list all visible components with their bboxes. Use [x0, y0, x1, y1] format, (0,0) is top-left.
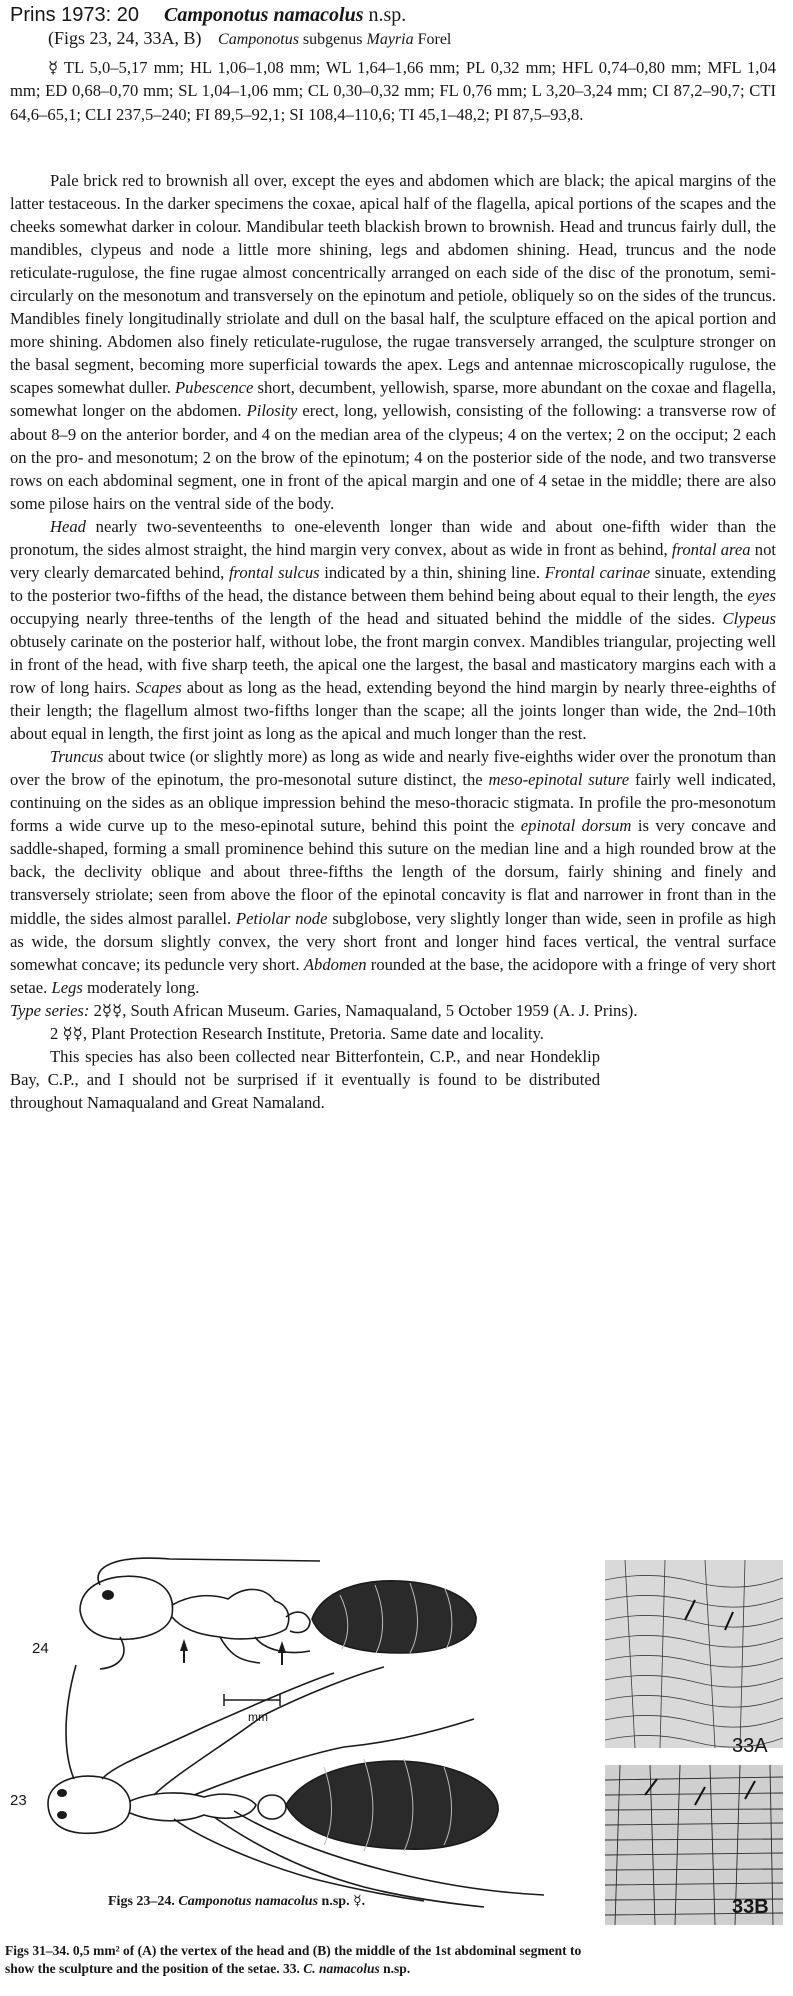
figure-33b-label: 33B — [732, 1896, 769, 1918]
figure-33a-label: 33A — [732, 1735, 768, 1757]
figure-23-label: 23 — [10, 1792, 27, 1809]
reference-citation: Prins 1973: 20 — [10, 4, 139, 26]
description-body — [10, 169, 776, 1114]
type-series-second: 2 ☿☿, Plant Protection Research Institute, Pretoria. Same date and locality. — [50, 1023, 544, 1043]
measurements-paragraph: ☿ TL 5,0–5,17 mm; HL 1,06–1,08 mm; WL 1,64–1,66 mm; PL 0,32 mm; HFL 0,74–0,80 mm; MFL 1,04 mm; ED 0,68–0,70 mm; SL 1,04–1,06 mm; CL 0,30–0,32 mm; FL 0,76 mm; L 3,20–3,24 mm; CI 87,2–90,7; CTI 64,6–65,1; CLI 237,5–240; FI 89,5–92,1; SI 108,4–110,6; TI 45,1–48,2; PI 87,5–93,8. — [10, 58, 776, 124]
head-paragraph: Head nearly two-seventeenths to one-eleventh longer than wide and about one-fifth wider than the pronotum, the sides almost straight, the hind margin very convex, about as wide in front as behind, frontal area not very clearly demarcated behind, frontal sulcus indicated by a thin, shining line. Frontal carinae sinuate, extending to the posterior two-fifths of the head, the distance between them behind being about equal to their length, the eyes occupying nearly three-tenths of the length of the head and situated behind the middle of the sides. Clypeus obtusely carinate on the posterior half, without lobe, the front margin convex. Mandibles triangular, projecting well in front of the head, with five sharp teeth, the apical one the largest, the basal and masticatory margins each with a row of long hairs. Scapes about as long as the head, extending beyond the hind margin by nearly three-eighths of their length; the flagellum almost two-fifths longer than the scape; all the joints longer than wide, the 2nd–10th about equal in length, the first joint as long as the apical and much longer than the rest. — [10, 516, 777, 744]
figure-23-ant-dorsal — [4, 1655, 584, 1915]
type-series-paragraph: Type series: 2☿☿, South African Museum. Garies, Namaqualand, 5 October 1959 (A. J. Prins). — [10, 1000, 638, 1020]
distribution-paragraph: This species has also been collected near Bitterfontein, C.P., and near Hondeklip Bay, C.P., and I should not be surprised if it eventually is found to be distributed throughout Namaqualand and Great Namaland. — [10, 1046, 600, 1112]
scale-unit-label: mm — [248, 1710, 268, 1724]
figure-33a-sculpture-panel — [605, 1560, 783, 1748]
subgenus-author: Forel — [417, 31, 452, 48]
subgenus-line — [218, 31, 451, 48]
figure-reference-line — [48, 28, 451, 49]
species-header — [10, 4, 406, 27]
caption-figs-31-34: Figs 31–34. 0,5 mm² of (A) the vertex of the head and (B) the middle of the 1st abdominal segment to show the sculpture and the position of the setae. 33. C. namacolus n.sp. — [5, 1943, 582, 1976]
colour-sculpture-paragraph: Pale brick red to brownish all over, except the eyes and abdomen which are black; the apical margins of the latter testaceous. In the darker specimens the coxae, apical half of the flagella, apical portions of the scapes and the cheeks somewhat darker in colour. Mandibular teeth blackish brown to brownish. Head and truncus fairly dull, the mandibles, clypeus and node a little more shining, legs and abdomen shining. Head, truncus and the node reticulate-rugulose, the fine rugae almost concentrically arranged on each side of the disc of the pronotum, semi-circularly on the mesonotum and transversely on the epinotum and petiole, obliquely so on the sides of the truncus. Mandibles finely longitudinally striolate and dull on the basal half, the sculpture effaced on the apical portion and more shining. Abdomen also finely reticulate-rugulose, the rugae transversely arranged, the sculpture stronger on the basal segment, becoming more superficial towards the apex. Legs and antennae microscopically rugulose, the scapes somewhat duller. Pubescence short, decumbent, yellowish, sparse, more abundant on the coxae and flagella, somewhat longer on the abdomen. Pilosity erect, long, yellowish, consisting of the following: a transverse row of about 8–9 on the anterior border, and 4 on the median area of the clypeus; 4 on the vertex; 2 on the occiput; 2 each on the pro- and mesonotum; 2 on the brow of the epinotum; 4 on the posterior side of the node, and two transverse rows on each abdominal segment, one in front of the apical margin and one of 4 setae in the middle; there are also some pilose hairs on the ventral side of the body. — [10, 171, 777, 513]
species-name: Camponotus namacolus — [163, 4, 364, 26]
subgenus-word: subgenus — [302, 31, 363, 48]
figure-references: (Figs 23, 24, 33A, B) — [48, 28, 202, 48]
figure-24-label: 24 — [32, 1640, 49, 1657]
subgenus-genus: Camponotus — [218, 31, 299, 48]
caption-figs-23-24: Figs 23–24. Camponotus namacolus n.sp. ☿. — [108, 1894, 366, 1909]
subgenus-name: Mayria — [366, 31, 414, 48]
truncus-paragraph: Truncus about twice (or slightly more) as long as wide and nearly five-eighths wider over the pronotum than over the brow of the epinotum, the pro-mesonotal suture distinct, the meso-epinotal suture fairly well indicated, continuing on the sides as an oblique impression behind the meso-thoracic stigmata. In profile the pro-mesonotum forms a wide curve up to the meso-epinotal suture, behind this point the epinotal dorsum is very concave and saddle-shaped, forming a small prominence behind this suture on the median line and a high rounded brow at the back, the declivity oblique and about three-fifths the length of the dorsum, fairly shining and finely and transversely striolate; seen from above the floor of the epinotal concavity is flat and narrower in front than in the middle, the sides almost parallel. Petiolar node subglobose, very slightly longer than wide, seen in profile as high as wide, the dorsum slightly convex, the very short front and longer hind faces vertical, the ventral surface somewhat concave; its peduncle very short. Abdomen rounded at the base, the acidopore with a fringe of very short setae. Legs moderately long. — [10, 747, 777, 997]
species-status: n.sp. — [368, 4, 407, 26]
